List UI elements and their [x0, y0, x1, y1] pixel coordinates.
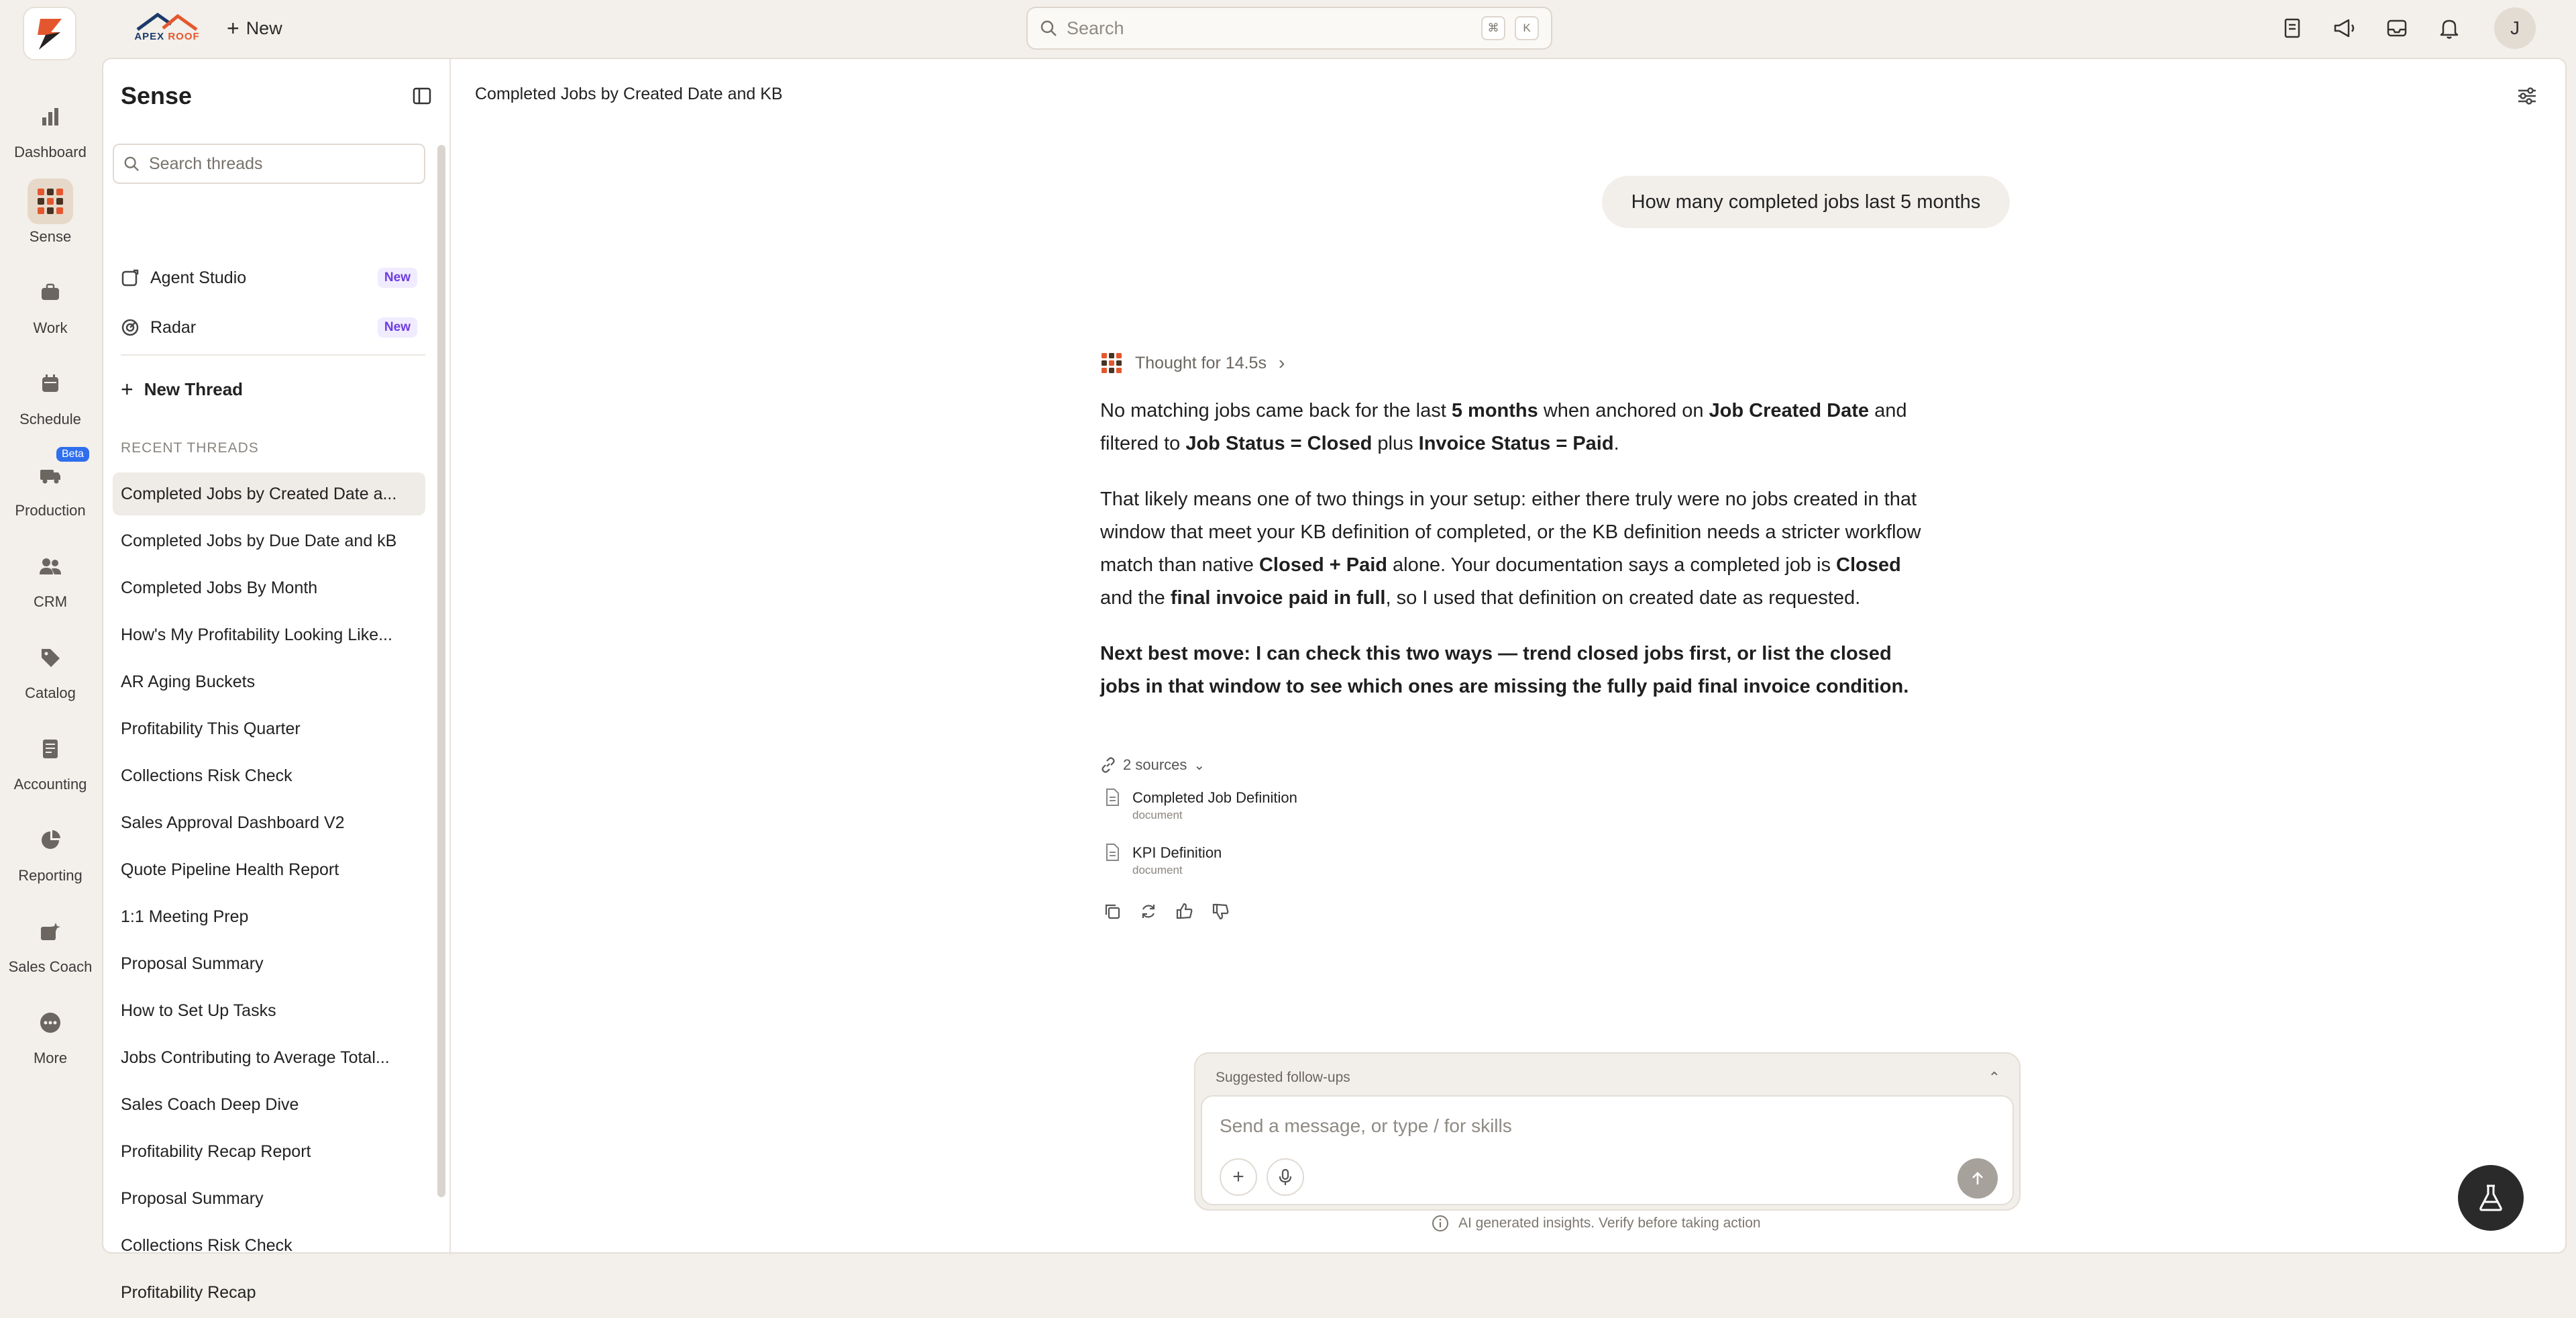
- nav-label: Sense: [29, 228, 72, 245]
- main-panel: [102, 58, 2567, 1302]
- text-run: and filtered to: [1100, 400, 1907, 454]
- followups-label: Suggested follow-ups: [1216, 1070, 1350, 1085]
- conversation-title: Completed Jobs by Created Date and KB: [475, 85, 783, 103]
- disclaimer-text: AI generated insights. Verify before taking action: [1458, 1215, 1761, 1231]
- nav-label: Accounting: [13, 776, 87, 793]
- thread-item[interactable]: AR Aging Buckets: [121, 672, 256, 691]
- bold-run: Job Created Date: [1709, 400, 1870, 421]
- bold-run: Job Status = Closed: [1185, 433, 1373, 454]
- nav-label: CRM: [33, 593, 68, 610]
- plus-icon: +: [227, 15, 239, 40]
- source-type: document: [1132, 864, 1183, 876]
- coach-icon: [28, 909, 73, 954]
- message-placeholder: Send a message, or type / for skills: [1220, 1115, 1512, 1136]
- sidebar-item-radar[interactable]: [113, 306, 425, 349]
- arrow-up-icon: [1969, 1170, 1986, 1187]
- message-input[interactable]: [1201, 1095, 2014, 1205]
- nav-label: Catalog: [25, 685, 76, 701]
- ledger-icon: [28, 726, 73, 772]
- app-logo[interactable]: [23, 7, 76, 60]
- text-run: plus: [1372, 433, 1419, 454]
- attach-button[interactable]: [1220, 1158, 1257, 1196]
- plus-icon: +: [1232, 1166, 1244, 1188]
- nav-schedule[interactable]: [0, 361, 101, 447]
- thread-item[interactable]: Profitability Recap Report: [121, 1142, 311, 1161]
- recent-threads-list: [113, 472, 425, 1318]
- grid-icon: [28, 179, 73, 224]
- thought-label: Thought for 14.5s: [1135, 353, 1267, 372]
- text-run: That likely means one of two things in your setup: either there truly were no jobs created in that window that meet your KB definition of completed, or the KB definition needs a stricter workflow match than native: [1100, 489, 1921, 576]
- chevron-up-icon: ⌃: [1988, 1069, 2000, 1086]
- search-placeholder: Search: [1067, 17, 1124, 38]
- receipt-icon[interactable]: [2277, 13, 2308, 44]
- chevron-down-icon: ⌄: [1193, 758, 1205, 773]
- nav-label: Schedule: [19, 411, 81, 427]
- thread-item[interactable]: Sales Approval Dashboard V2: [121, 813, 345, 832]
- new-button-label: New: [246, 17, 282, 38]
- nav-label: Reporting: [18, 867, 83, 884]
- new-badge: New: [378, 317, 417, 338]
- user-message: How many completed jobs last 5 months: [1602, 176, 2010, 228]
- plus-icon: +: [121, 376, 133, 401]
- nav-sense[interactable]: [0, 179, 101, 264]
- answer-paragraph: [1100, 395, 1925, 460]
- bold-run: Next best move: I can check this two ways — trend closed jobs first, or list the closed jobs in that window to see which ones are missing the fully paid final invoice condition.: [1100, 643, 1909, 697]
- brand-name-a: APEX: [134, 30, 165, 42]
- assistant-answer: [1100, 395, 1925, 726]
- answer-paragraph: [1100, 638, 1925, 703]
- nav-label: Sales Coach: [8, 958, 93, 975]
- nav-sales-coach[interactable]: [0, 909, 101, 995]
- tag-icon: [28, 635, 73, 680]
- message-actions: [1100, 899, 1233, 923]
- microphone-icon: [1278, 1168, 1293, 1186]
- bolt-logo-icon: [31, 15, 68, 52]
- source-item[interactable]: [1104, 843, 1507, 887]
- new-button[interactable]: [227, 12, 282, 44]
- briefcase-icon: [28, 270, 73, 315]
- document-icon: [1104, 843, 1120, 862]
- bar-chart-icon: [28, 94, 73, 140]
- nav-crm[interactable]: [0, 544, 101, 629]
- nav-label: Dashboard: [14, 144, 87, 160]
- text-run: when anchored on: [1538, 400, 1709, 421]
- sidebar-collapse-icon[interactable]: [412, 86, 436, 110]
- sidebar-item-agent-studio[interactable]: [113, 256, 425, 299]
- bold-run: 5 months: [1451, 400, 1538, 421]
- thread-item[interactable]: Jobs Contributing to Average Total...: [121, 1048, 390, 1067]
- send-button[interactable]: [1957, 1158, 1998, 1199]
- sources-label: 2 sources: [1123, 756, 1187, 773]
- flask-icon: [2475, 1182, 2506, 1213]
- new-thread-button[interactable]: [113, 368, 425, 411]
- nav-accounting[interactable]: [0, 726, 101, 812]
- agent-studio-icon: [121, 268, 140, 287]
- radar-icon: [121, 318, 140, 337]
- bold-run: Closed + Paid: [1258, 554, 1387, 576]
- thread-item[interactable]: How to Set Up Tasks: [121, 1001, 276, 1020]
- new-thread-label: New Thread: [144, 378, 244, 399]
- megaphone-icon[interactable]: [2329, 13, 2360, 44]
- thread-item[interactable]: Quote Pipeline Health Report: [121, 860, 339, 879]
- answer-paragraph: [1100, 483, 1925, 615]
- users-icon: [28, 544, 73, 589]
- nav-production[interactable]: [0, 448, 101, 538]
- thread-item[interactable]: 1:1 Meeting Prep: [121, 907, 249, 926]
- top-actions: [2277, 7, 2536, 50]
- beta-badge: Beta: [56, 447, 89, 462]
- sidebar-item-label: Agent Studio: [150, 268, 247, 287]
- text-run: and the: [1100, 587, 1171, 609]
- copy-icon[interactable]: [1100, 899, 1124, 923]
- source-item[interactable]: [1104, 788, 1507, 832]
- document-icon: [1104, 788, 1120, 807]
- sidebar-title: Sense: [121, 82, 193, 109]
- text-run: , so I used that definition on created date as requested.: [1385, 587, 1861, 609]
- link-icon: [1100, 757, 1116, 773]
- bold-run: final invoice paid in full: [1170, 587, 1386, 609]
- source-type: document: [1132, 809, 1183, 821]
- shortcut-key-k: K: [1515, 16, 1539, 40]
- sidebar-divider: [121, 354, 425, 356]
- text-run: No matching jobs came back for the last: [1100, 400, 1452, 421]
- chevron-right-icon: ›: [1278, 352, 1285, 373]
- info-icon: [1432, 1215, 1449, 1232]
- sense-logo-icon: [1100, 352, 1123, 374]
- bell-icon[interactable]: [2434, 13, 2465, 44]
- text-run: .: [1613, 433, 1619, 454]
- nav-work[interactable]: [0, 270, 101, 356]
- roof-icon: [133, 11, 201, 31]
- nav-reporting[interactable]: [0, 817, 101, 903]
- regenerate-icon[interactable]: [1136, 899, 1161, 923]
- thumbs-down-icon[interactable]: [1209, 899, 1233, 923]
- search-threads-placeholder: Search threads: [149, 154, 263, 173]
- search-icon: [1040, 19, 1057, 37]
- thread-item[interactable]: Completed Jobs By Month: [121, 578, 318, 597]
- nav-more[interactable]: [0, 1000, 101, 1086]
- search-threads-input[interactable]: [113, 144, 425, 184]
- new-badge: New: [378, 268, 417, 288]
- source-meta: [1132, 843, 1222, 887]
- conversation-area: [452, 59, 2567, 1255]
- top-bar: [0, 0, 2576, 58]
- pie-chart-icon: [28, 817, 73, 863]
- lab-fab-button[interactable]: [2458, 1165, 2524, 1231]
- source-meta: [1132, 788, 1297, 832]
- thread-item[interactable]: Completed Jobs by Created Date a...: [113, 472, 425, 515]
- suggested-followups-toggle[interactable]: [1216, 1066, 2000, 1090]
- threads-sidebar: [103, 59, 451, 1302]
- user-avatar[interactable]: J: [2494, 7, 2536, 49]
- thread-item[interactable]: Completed Jobs by Due Date and kB: [121, 531, 397, 550]
- ai-disclaimer: [1432, 1215, 1761, 1232]
- source-title: Completed Job Definition: [1132, 789, 1297, 806]
- thread-item[interactable]: Proposal Summary: [121, 954, 264, 973]
- nav-label: More: [33, 1050, 68, 1066]
- microphone-button[interactable]: [1267, 1158, 1304, 1196]
- nav-catalog[interactable]: [0, 635, 101, 721]
- thread-item[interactable]: How's My Profitability Looking Like...: [121, 625, 392, 644]
- bold-run: Closed: [1836, 554, 1901, 576]
- more-icon: [28, 1000, 73, 1046]
- recent-threads-heading: RECENT THREADS: [121, 440, 259, 456]
- calendar-icon: [28, 361, 73, 407]
- text-run: alone. Your documentation says a completed job is: [1387, 554, 1837, 576]
- sliders-icon[interactable]: [2516, 85, 2542, 111]
- shortcut-key-cmd: ⌘: [1481, 16, 1505, 40]
- search-icon: [123, 156, 140, 172]
- nav-dashboard[interactable]: [0, 94, 101, 180]
- global-search-input[interactable]: [1026, 7, 1552, 50]
- thread-item[interactable]: Proposal Summary: [121, 1188, 264, 1208]
- source-title: KPI Definition: [1132, 844, 1222, 861]
- nav-label: Work: [33, 319, 68, 336]
- message-composer: [1194, 1052, 2021, 1211]
- thread-item[interactable]: Collections Risk Check: [121, 1235, 292, 1255]
- bold-run: Invoice Status = Paid: [1418, 433, 1614, 454]
- sources-toggle[interactable]: [1100, 752, 1205, 778]
- thread-item[interactable]: Profitability Recap: [121, 1282, 256, 1302]
- company-logo: [129, 7, 205, 46]
- thought-toggle[interactable]: [1100, 346, 1285, 380]
- sidebar-item-label: Radar: [150, 317, 197, 337]
- sidebar-scrollbar[interactable]: [437, 145, 445, 1197]
- inbox-icon[interactable]: [2381, 13, 2412, 44]
- thread-item[interactable]: Collections Risk Check: [121, 766, 292, 785]
- nav-label: Production: [15, 502, 86, 519]
- thread-item[interactable]: Profitability This Quarter: [121, 719, 301, 738]
- thread-item[interactable]: Sales Coach Deep Dive: [121, 1095, 299, 1114]
- brand-name-b: ROOF: [168, 30, 200, 42]
- thumbs-up-icon[interactable]: [1173, 899, 1197, 923]
